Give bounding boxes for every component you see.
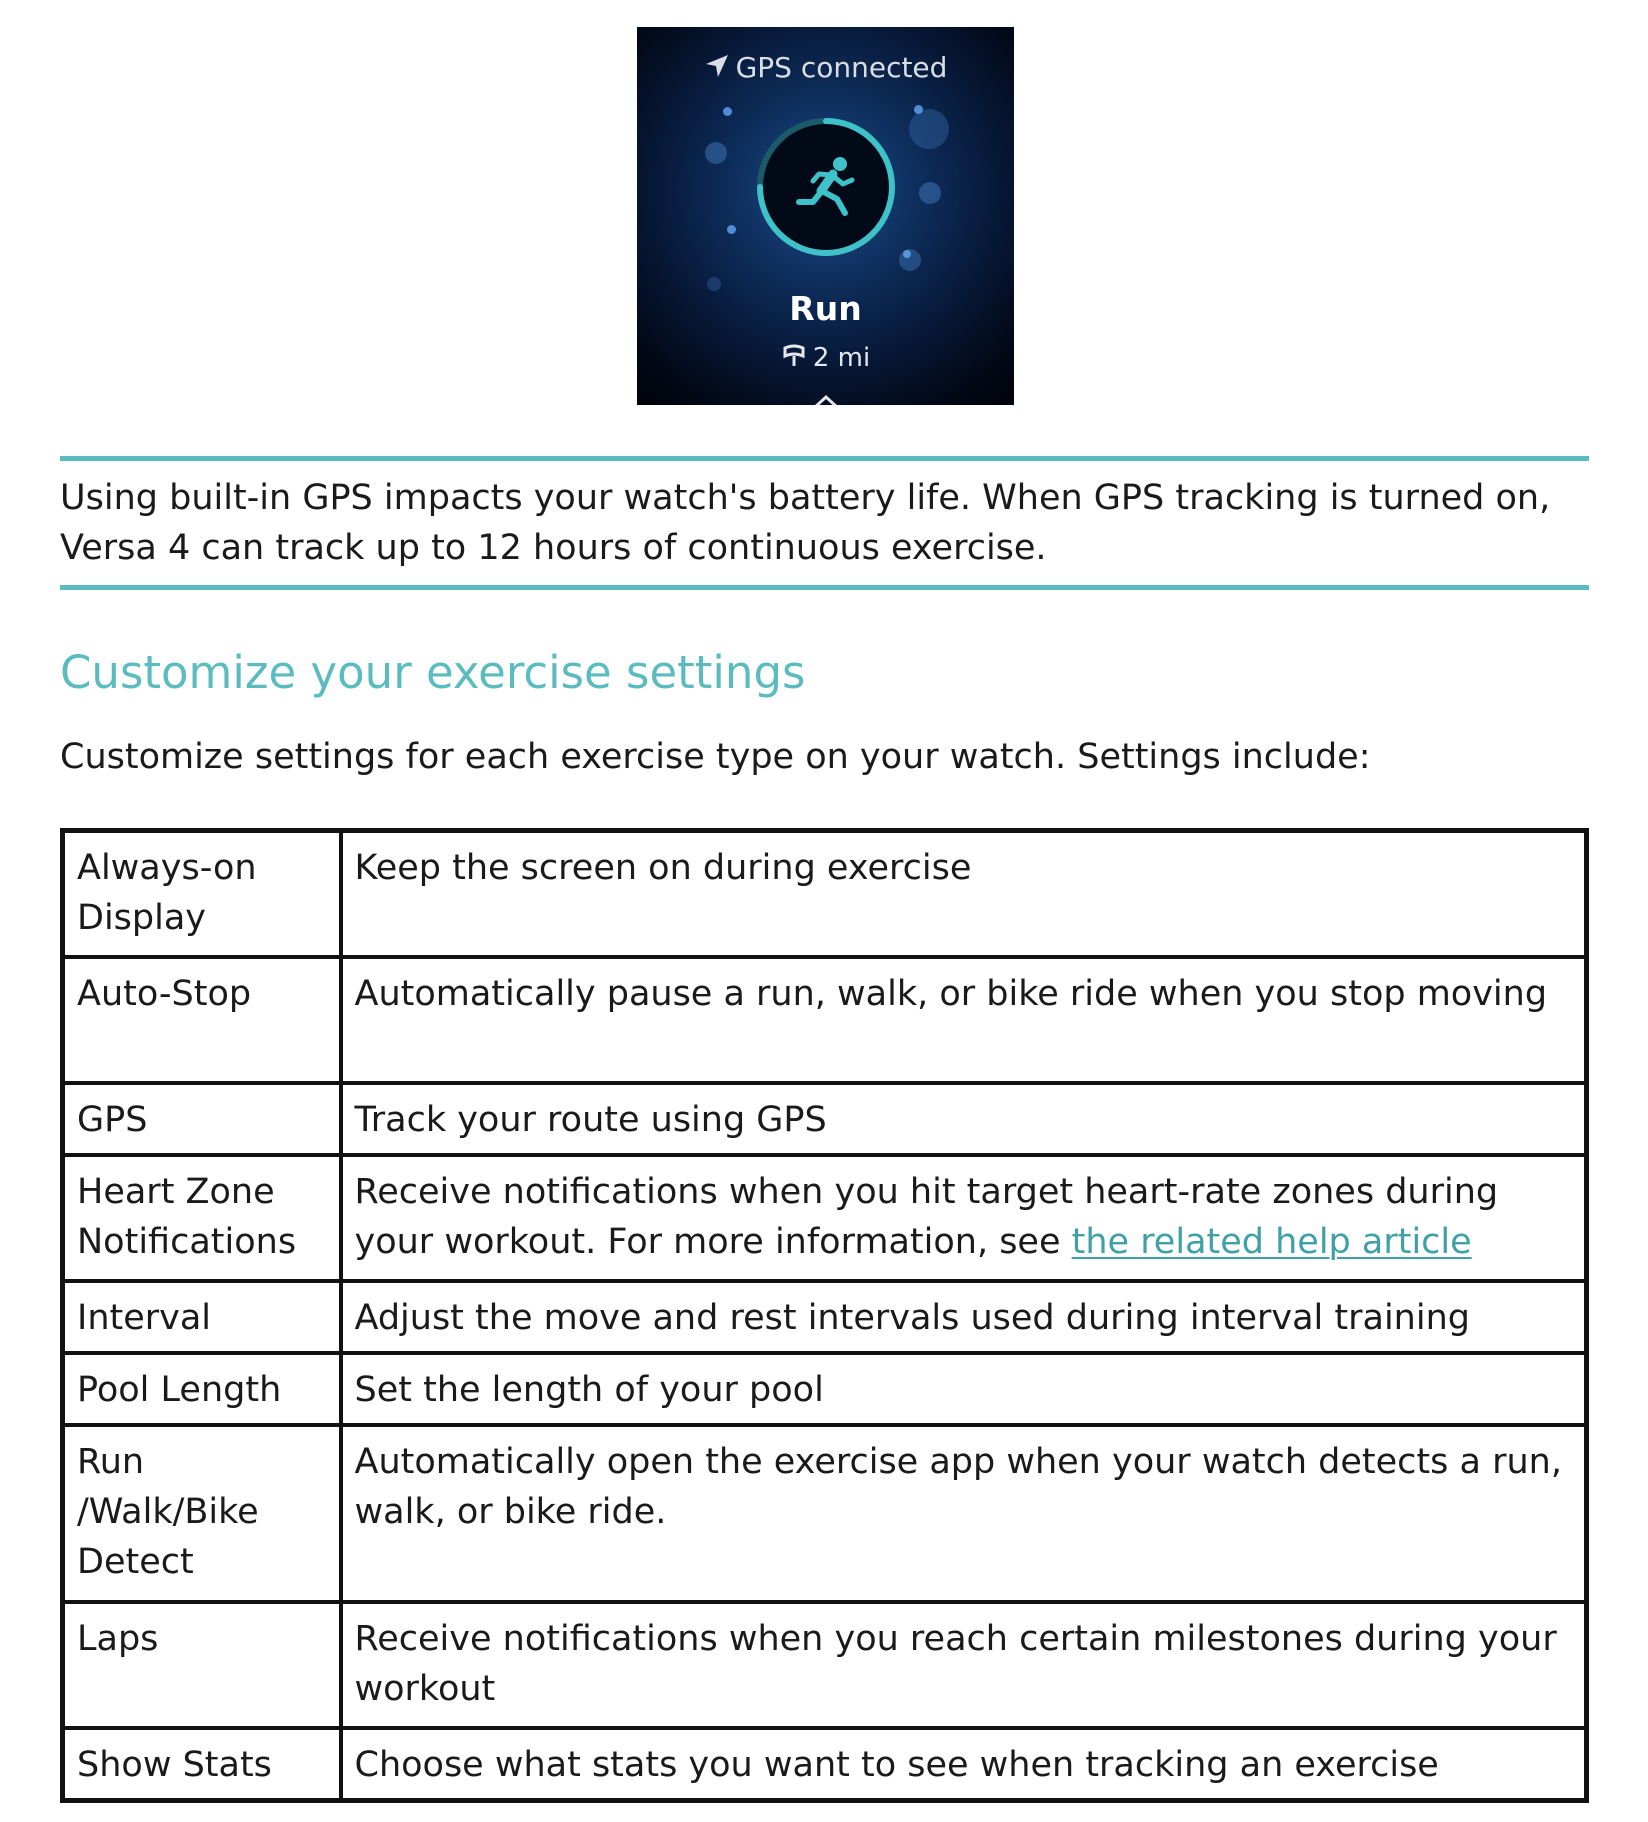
table-row (63, 1281, 1587, 1353)
bubble-decoration (919, 182, 941, 204)
exercise-settings-table (60, 828, 1589, 1803)
setting-description (341, 1281, 1587, 1353)
setting-description-text: Track your route using GPS (354, 1099, 827, 1140)
setting-name (63, 1728, 341, 1801)
setting-name-line: Run (77, 1441, 145, 1482)
setting-description-text: Set the length of your pool (354, 1369, 824, 1410)
table-row (63, 1728, 1587, 1801)
setting-description (341, 1083, 1587, 1155)
setting-description (341, 831, 1587, 957)
help-article-link[interactable]: the related help article (1071, 1221, 1472, 1262)
table-row (63, 1353, 1587, 1425)
gps-status (637, 51, 1014, 86)
battery-note (60, 456, 1589, 590)
table-row (63, 957, 1587, 1083)
setting-name-line: Interval (77, 1297, 212, 1338)
table-row (63, 1425, 1587, 1602)
location-arrow-icon (704, 53, 730, 86)
bubble-decoration (903, 250, 911, 258)
setting-description (341, 1728, 1587, 1801)
goal-value: 2 mi (812, 343, 871, 373)
table-row (63, 1602, 1587, 1728)
exercise-goal (637, 343, 1014, 373)
setting-description-text: Automatically open the exercise app when your watch detects a run, walk, or bike ride. (354, 1441, 1562, 1532)
setting-description-text: Adjust the move and rest intervals used during interval training (354, 1297, 1470, 1338)
setting-name (63, 1425, 341, 1602)
setting-description-text: Choose what stats you want to see when tracking an exercise (354, 1744, 1439, 1785)
setting-name (63, 1281, 341, 1353)
setting-description-text: Automatically pause a run, walk, or bike ride when you stop moving (354, 973, 1548, 1014)
bubble-decoration (914, 105, 923, 114)
setting-name-line: Detect (77, 1541, 194, 1582)
setting-name-line: Pool Length (77, 1369, 282, 1410)
bubble-decoration (705, 142, 727, 164)
setting-description (341, 1353, 1587, 1425)
setting-name-line: Notifications (77, 1221, 297, 1262)
chevron-up-icon (811, 393, 841, 405)
gps-status-label: GPS connected (735, 51, 948, 84)
setting-name (63, 1602, 341, 1728)
setting-name (63, 1083, 341, 1155)
setting-name-line: Show Stats (77, 1744, 272, 1785)
setting-description-text: Receive notifications when you hit target heart-rate zones during your workout. For more information, see (354, 1171, 1499, 1262)
bubble-decoration (723, 107, 732, 116)
setting-description-text: Receive notifications when you reach certain milestones during your workout (354, 1618, 1557, 1709)
bubble-decoration (727, 225, 736, 234)
table-row (63, 1083, 1587, 1155)
setting-description (341, 1155, 1587, 1281)
setting-name-line: Auto-Stop (77, 973, 252, 1014)
setting-name (63, 1353, 341, 1425)
battery-note-text: Using built-in GPS impacts your watch's battery life. When GPS tracking is turned on, Versa 4 can track up to 12 hours of continuous exercise. (60, 478, 1551, 568)
section-intro: Customize settings for each exercise type on your watch. Settings include: (60, 737, 1371, 777)
table-row (63, 831, 1587, 957)
exercise-progress-ring (753, 114, 899, 260)
setting-name-line: Laps (77, 1618, 159, 1659)
setting-name (63, 957, 341, 1083)
goal-flag-icon (781, 344, 807, 368)
setting-name-line: GPS (77, 1099, 148, 1140)
setting-name (63, 1155, 341, 1281)
setting-name-line: /Walk/Bike (77, 1491, 259, 1532)
setting-name (63, 831, 341, 957)
setting-description (341, 957, 1587, 1083)
setting-description (341, 1602, 1587, 1728)
setting-name-line: Heart Zone (77, 1171, 275, 1212)
watch-screen-image (637, 27, 1014, 405)
setting-name-line: Display (77, 898, 207, 938)
setting-name-line: Always-on (77, 848, 257, 888)
setting-description (341, 1425, 1587, 1602)
section-heading: Customize your exercise settings (60, 646, 806, 699)
setting-description-text: Keep the screen on during exercise (354, 848, 972, 888)
exercise-title: Run (789, 289, 862, 328)
table-row (63, 1155, 1587, 1281)
bubble-decoration (909, 109, 949, 149)
